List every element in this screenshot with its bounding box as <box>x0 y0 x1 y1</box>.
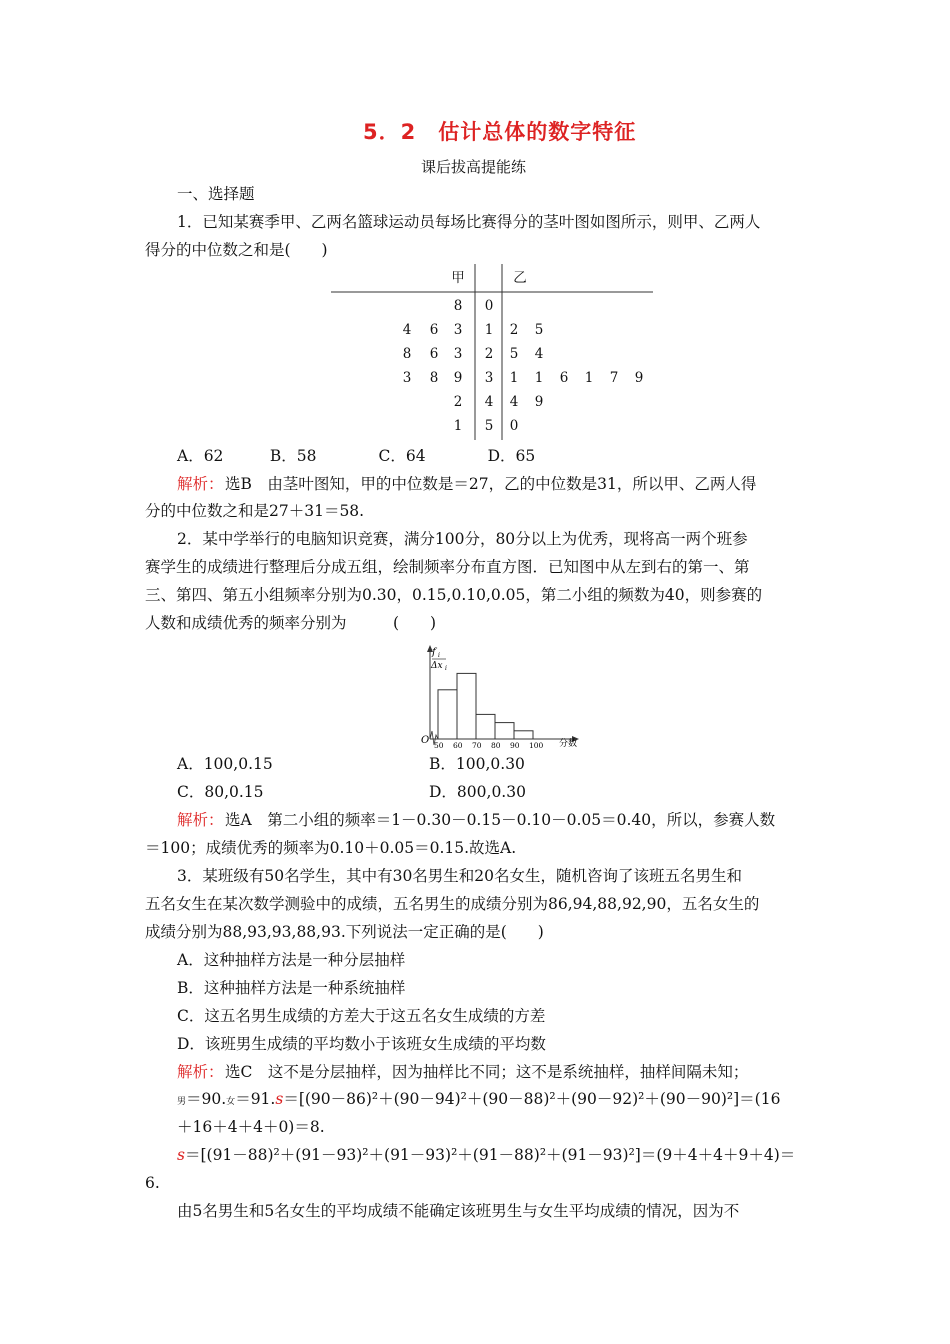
q2-option-a: A．100,0.15 <box>177 755 273 773</box>
right-leaf: 1 <box>509 370 519 386</box>
left-leaf: 6 <box>429 322 439 338</box>
right-leaf: 1 <box>584 370 594 386</box>
x-axis-label: 分数 <box>559 739 578 749</box>
q2-line3: 三、第四、第五小组频率分别为0.30，0.15,0.10,0.05，第二小组的频数为40，则参赛的 <box>145 586 763 604</box>
left-leaf: 2 <box>453 394 463 410</box>
q2-option-b: B．100,0.30 <box>429 755 525 773</box>
q3-line2: 五名女生在某次数学测验中的成绩，五名男生的成绩分别为86,94,88,92,90，五名女生的 <box>145 895 760 913</box>
y-label-bottom: Δx <box>431 661 443 671</box>
y-label-top: f <box>432 647 436 658</box>
stem-value: 2 <box>484 346 494 362</box>
q3-option-c: C．这五名男生成绩的方差大于这五名女生成绩的方差 <box>177 1007 546 1025</box>
q3-formula2-cont: 6. <box>145 1174 160 1192</box>
histogram-bar <box>514 731 533 739</box>
q1-answer-label: 解析： <box>177 475 224 493</box>
right-leaf: 7 <box>609 370 619 386</box>
left-leaf: 6 <box>429 346 439 362</box>
y-label-top-sub: i <box>438 652 440 659</box>
q2-line4: 人数和成绩优秀的频率分别为 ( ) <box>145 614 437 632</box>
x-tick-label: 100 <box>529 741 544 750</box>
histogram-bar <box>457 673 476 739</box>
q3-option-d: D．该班男生成绩的平均数小于该班女生成绩的平均数 <box>177 1035 546 1053</box>
left-leaf: 3 <box>402 370 412 386</box>
right-leaf: 0 <box>509 418 519 434</box>
q3-answer-line1: 选C 这不是分层抽样，因为抽样比不同；这不是系统抽样，抽样间隔未知； <box>225 1063 749 1081</box>
right-leaf: 9 <box>634 370 644 386</box>
x-tick-label: 60 <box>453 741 463 750</box>
q2-option-d: D．800,0.30 <box>429 783 526 801</box>
x-tick-label: 90 <box>510 741 520 750</box>
q3-answer-label: 解析： <box>177 1063 224 1081</box>
female-sub: 女 <box>226 1097 236 1107</box>
male-sub: 男 <box>177 1097 187 1107</box>
left-leaf: 1 <box>453 418 463 434</box>
q3-option-a: A．这种抽样方法是一种分层抽样 <box>177 951 406 969</box>
histogram-bar <box>438 690 457 739</box>
q2-line2: 赛学生的成绩进行整理后分成五组，绘制频率分布直方图．已知图中从左到右的第一、第 <box>145 558 750 576</box>
origin-label: O <box>421 735 430 746</box>
right-leaf: 4 <box>509 394 519 410</box>
histogram-svg <box>411 645 581 753</box>
q3-formula1-cont: ＋16＋4＋4＋0)＝8. <box>177 1118 325 1136</box>
x-tick-label: 80 <box>491 741 501 750</box>
q2-answer-line2: ＝100；成绩优秀的频率为0.10＋0.05＝0.15.故选A. <box>145 839 517 857</box>
q3-formula2-line <box>177 1145 795 1165</box>
section-heading: 一、选择题 <box>177 185 255 203</box>
q2-line1: 2．某中学举行的电脑知识竞赛，满分100分，80分以上为优秀，现将高一两个班参 <box>177 530 748 548</box>
header-right: 乙 <box>513 270 527 286</box>
q1-line1: 1．已知某赛季甲、乙两名篮球运动员每场比赛得分的茎叶图如图所示，则甲、乙两人 <box>177 213 761 231</box>
header-left: 甲 <box>451 270 465 286</box>
histogram-bar <box>476 714 495 739</box>
y-label-bottom-sub: i <box>445 665 447 672</box>
right-leaf: 1 <box>534 370 544 386</box>
page-title: 5．2 估计总体的数字特征 <box>363 120 637 144</box>
histogram <box>411 645 581 757</box>
q2-answer-label: 解析： <box>177 811 224 829</box>
variance-female: ＝[(91－88)²＋(91－93)²＋(91－93)²＋(91－88)²＋(91－93)²]＝(9＋4＋4＋9＋4)＝ <box>184 1146 796 1164</box>
q1-line2: 得分的中位数之和是( ) <box>145 241 328 259</box>
stem-value: 5 <box>484 418 494 434</box>
q3-last-line: 由5名男生和5名女生的平均成绩不能确定该班男生与女生平均成绩的情况，因为不 <box>177 1202 740 1220</box>
stem-value: 0 <box>484 298 494 314</box>
right-leaf: 2 <box>509 322 519 338</box>
x-tick-label: 50 <box>434 741 444 750</box>
stem-value: 4 <box>484 394 494 410</box>
left-leaf: 3 <box>453 346 463 362</box>
variance-male: ＝[(90－86)²＋(90－94)²＋(90－88)²＋(90－92)²＋(90－90)²]＝(16 <box>283 1090 781 1108</box>
page-subtitle: 课后拔高提能练 <box>421 158 527 176</box>
q3-line3: 成绩分别为88,93,93,88,93.下列说法一定正确的是( ) <box>145 923 544 941</box>
histogram-bar <box>495 723 514 739</box>
right-leaf: 5 <box>534 322 544 338</box>
left-leaf: 8 <box>429 370 439 386</box>
left-leaf: 4 <box>402 322 412 338</box>
right-leaf: 4 <box>534 346 544 362</box>
right-leaf: 9 <box>534 394 544 410</box>
q3-means-line <box>177 1089 780 1112</box>
s-symbol-1: s <box>275 1090 284 1108</box>
left-leaf: 9 <box>453 370 463 386</box>
q1-answer-line2: 分的中位数之和是27＋31＝58. <box>145 502 365 520</box>
x-tick-label: 70 <box>472 741 482 750</box>
left-leaf: 8 <box>453 298 463 314</box>
stem-leaf-plot <box>331 262 653 440</box>
right-leaf: 5 <box>509 346 519 362</box>
left-leaf: 3 <box>453 322 463 338</box>
stem-value: 1 <box>484 322 494 338</box>
s-symbol-2: s <box>177 1146 185 1164</box>
female-mean: ＝91. <box>235 1090 276 1108</box>
male-mean: ＝90. <box>186 1090 227 1108</box>
stem-value: 3 <box>484 370 494 386</box>
q1-options: A．62 B．58 C．64 D．65 <box>177 447 536 465</box>
q1-answer-line1: 选B 由茎叶图知，甲的中位数是＝27，乙的中位数是31，所以甲、乙两人得 <box>225 475 757 493</box>
right-leaf: 6 <box>559 370 569 386</box>
left-leaf: 8 <box>402 346 412 362</box>
q3-line1: 3．某班级有50名学生，其中有30名男生和20名女生，随机咨询了该班五名男生和 <box>177 867 743 885</box>
q3-option-b: B．这种抽样方法是一种系统抽样 <box>177 979 406 997</box>
q2-answer-line1: 选A 第二小组的频率＝1－0.30－0.15－0.10－0.05＝0.40，所以，参赛人数 <box>225 811 776 829</box>
q2-option-c: C．80,0.15 <box>177 783 264 801</box>
